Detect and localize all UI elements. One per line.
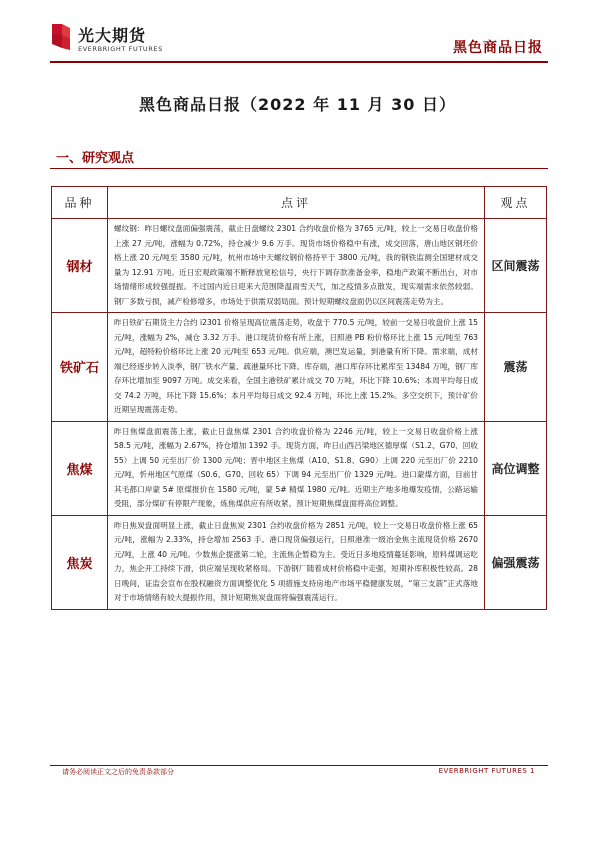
footer-brand-page: EVERBRIGHT FUTURES 1 bbox=[438, 767, 535, 775]
logo-chinese-name: 光大期货 bbox=[78, 26, 147, 45]
table-header-row bbox=[52, 187, 547, 219]
view-cell: 震荡 bbox=[485, 313, 547, 422]
table-row bbox=[52, 421, 547, 515]
logo-mark-icon bbox=[50, 22, 72, 52]
footer-disclaimer: 请务必阅读正文之后的免责条款部分 bbox=[62, 768, 174, 776]
column-header-comment: 点评 bbox=[108, 187, 485, 219]
header-divider bbox=[50, 61, 548, 63]
company-logo bbox=[50, 22, 180, 58]
variety-cell: 焦煤 bbox=[52, 421, 108, 515]
column-header-variety: 品种 bbox=[52, 187, 108, 219]
document-title: 黑色商品日报（2022 年 11 月 30 日） bbox=[139, 95, 456, 114]
commodity-view-table bbox=[51, 186, 547, 610]
section-heading: 一、研究观点 bbox=[56, 151, 135, 166]
comment-cell: 昨日焦炭盘面明显上涨，截止日盘焦炭 2301 合约收盘价格为 2851 元/吨，较上一交易日收盘价格上涨 65 元/吨，涨幅为 2.33%，持仓增加 2563 手。港口现货偏强运行，日照港准一级冶金焦主流现货价格 2670 元/吨，上涨 40 元/吨。少数焦企提涨第二轮，主流焦企暂稳为主。受近日多地疫情蔓延影响，原料煤调运吃力，焦企开工持续下滑，供应端呈现收紧格局。下游钢厂随着成材价格稳中走强，短期补库积极性较高。28 日晚间，证监会宣布在股权融资方面调整优化 5 项措施支持房地产市场平稳健康发展，“第三支箭”正式落地对于市场情绪有较大提振作用，预计短期焦炭盘面将偏强震荡运行。 bbox=[108, 515, 485, 609]
comment-cell: 昨日焦煤盘面震荡上涨，截止日盘焦煤 2301 合约收盘价格为 2246 元/吨，较上一交易日收盘价格上涨 58.5 元/吨，涨幅为 2.67%，持仓增加 1392 手。现货方面，昨日山西吕梁地区德厚煤（S1.2、G70、回收 55）上调 50 元至出厂价 1300 元/吨；晋中地区主焦煤（A10、S1.8、G90）上调 220 元至出厂价 2210 元/吨，忻州地区气原煤（S0.6、G70、回收 65）下调 94 元至出厂价 1329 元/吨。进口蒙煤方面，目前甘其毛都口岸蒙 5# 原煤报价在 1580 元/吨，蒙 5# 精煤 1980 元/吨。近期主产地多地爆发疫情，公路运输受阻，部分煤矿有停限产现象，炼焦煤供应有所收紧。预计短期焦煤盘面将高位调整。 bbox=[108, 421, 485, 515]
footer-divider bbox=[50, 765, 548, 766]
table-row bbox=[52, 515, 547, 609]
variety-cell: 焦炭 bbox=[52, 515, 108, 609]
header-report-title: 黑色商品日报 bbox=[453, 40, 543, 56]
page-header bbox=[0, 0, 595, 62]
comment-cell: 昨日铁矿石期货主力合约 i2301 价格呈现高位震荡走势，收盘于 770.5 元/吨，较前一交易日收盘价上涨 15 元/吨，涨幅为 2%，减仓 3.32 万手。港口现货价格有所上涨，日照港 PB 粉价格环比上涨 15 元/吨至 763 元/吨，超特粉价格环比上涨 20 元/吨至 653 元/吨。供应端，澳巴发运量，到港量有所下降。需求端，成材端已经逐步转入淡季，钢厂铁水产量、疏港量环比下降。库存端，港口库存环比累库至 13484 万吨，钢厂库存环比增加至 9097 万吨。成交来看，全国主港铁矿累计成交 70 万吨，环比下降 10.6%；本周平均每日成交 74.2 万吨，环比下降 15.6%；本月平均每日成交 92.4 万吨，环比上涨 15.2%。多空交织下，预计矿价近期呈现震荡走势。 bbox=[108, 313, 485, 422]
comment-cell: 螺纹钢：昨日螺纹盘面偏强震荡，截止日盘螺纹 2301 合约收盘价格为 3765 元/吨，较上一交易日收盘价格上涨 27 元/吨，涨幅为 0.72%，持仓减少 9.6 万手。现货市场价格稳中有涨，成交回落，唐山地区钢坯价格上涨 20 元/吨至 3580 元/吨，杭州市场中天螺纹钢价格持平于 3800 元/吨，我的钢铁监测全国建材成交量为 12.91 万吨。近日宏观政策端不断释放宽松信号，央行下调存款准备金率，稳地产政策不断出台，对市场情绪形成较强提振。不过国内近日迎来大范围降温雨雪天气，加之疫情多点散发，现实端需求依然较弱。钢厂多数亏损，减产检修增多，市场处于供需双弱局面。预计短期螺纹盘面仍以区间震荡走势为主。 bbox=[108, 219, 485, 313]
table-row bbox=[52, 219, 547, 313]
view-cell: 区间震荡 bbox=[485, 219, 547, 313]
table-row bbox=[52, 313, 547, 422]
view-cell: 偏强震荡 bbox=[485, 515, 547, 609]
section-divider bbox=[50, 168, 548, 169]
logo-english-name: EVERBRIGHT FUTURES bbox=[78, 45, 163, 53]
view-cell: 高位调整 bbox=[485, 421, 547, 515]
variety-cell: 铁矿石 bbox=[52, 313, 108, 422]
column-header-view: 观点 bbox=[485, 187, 547, 219]
variety-cell: 钢材 bbox=[52, 219, 108, 313]
